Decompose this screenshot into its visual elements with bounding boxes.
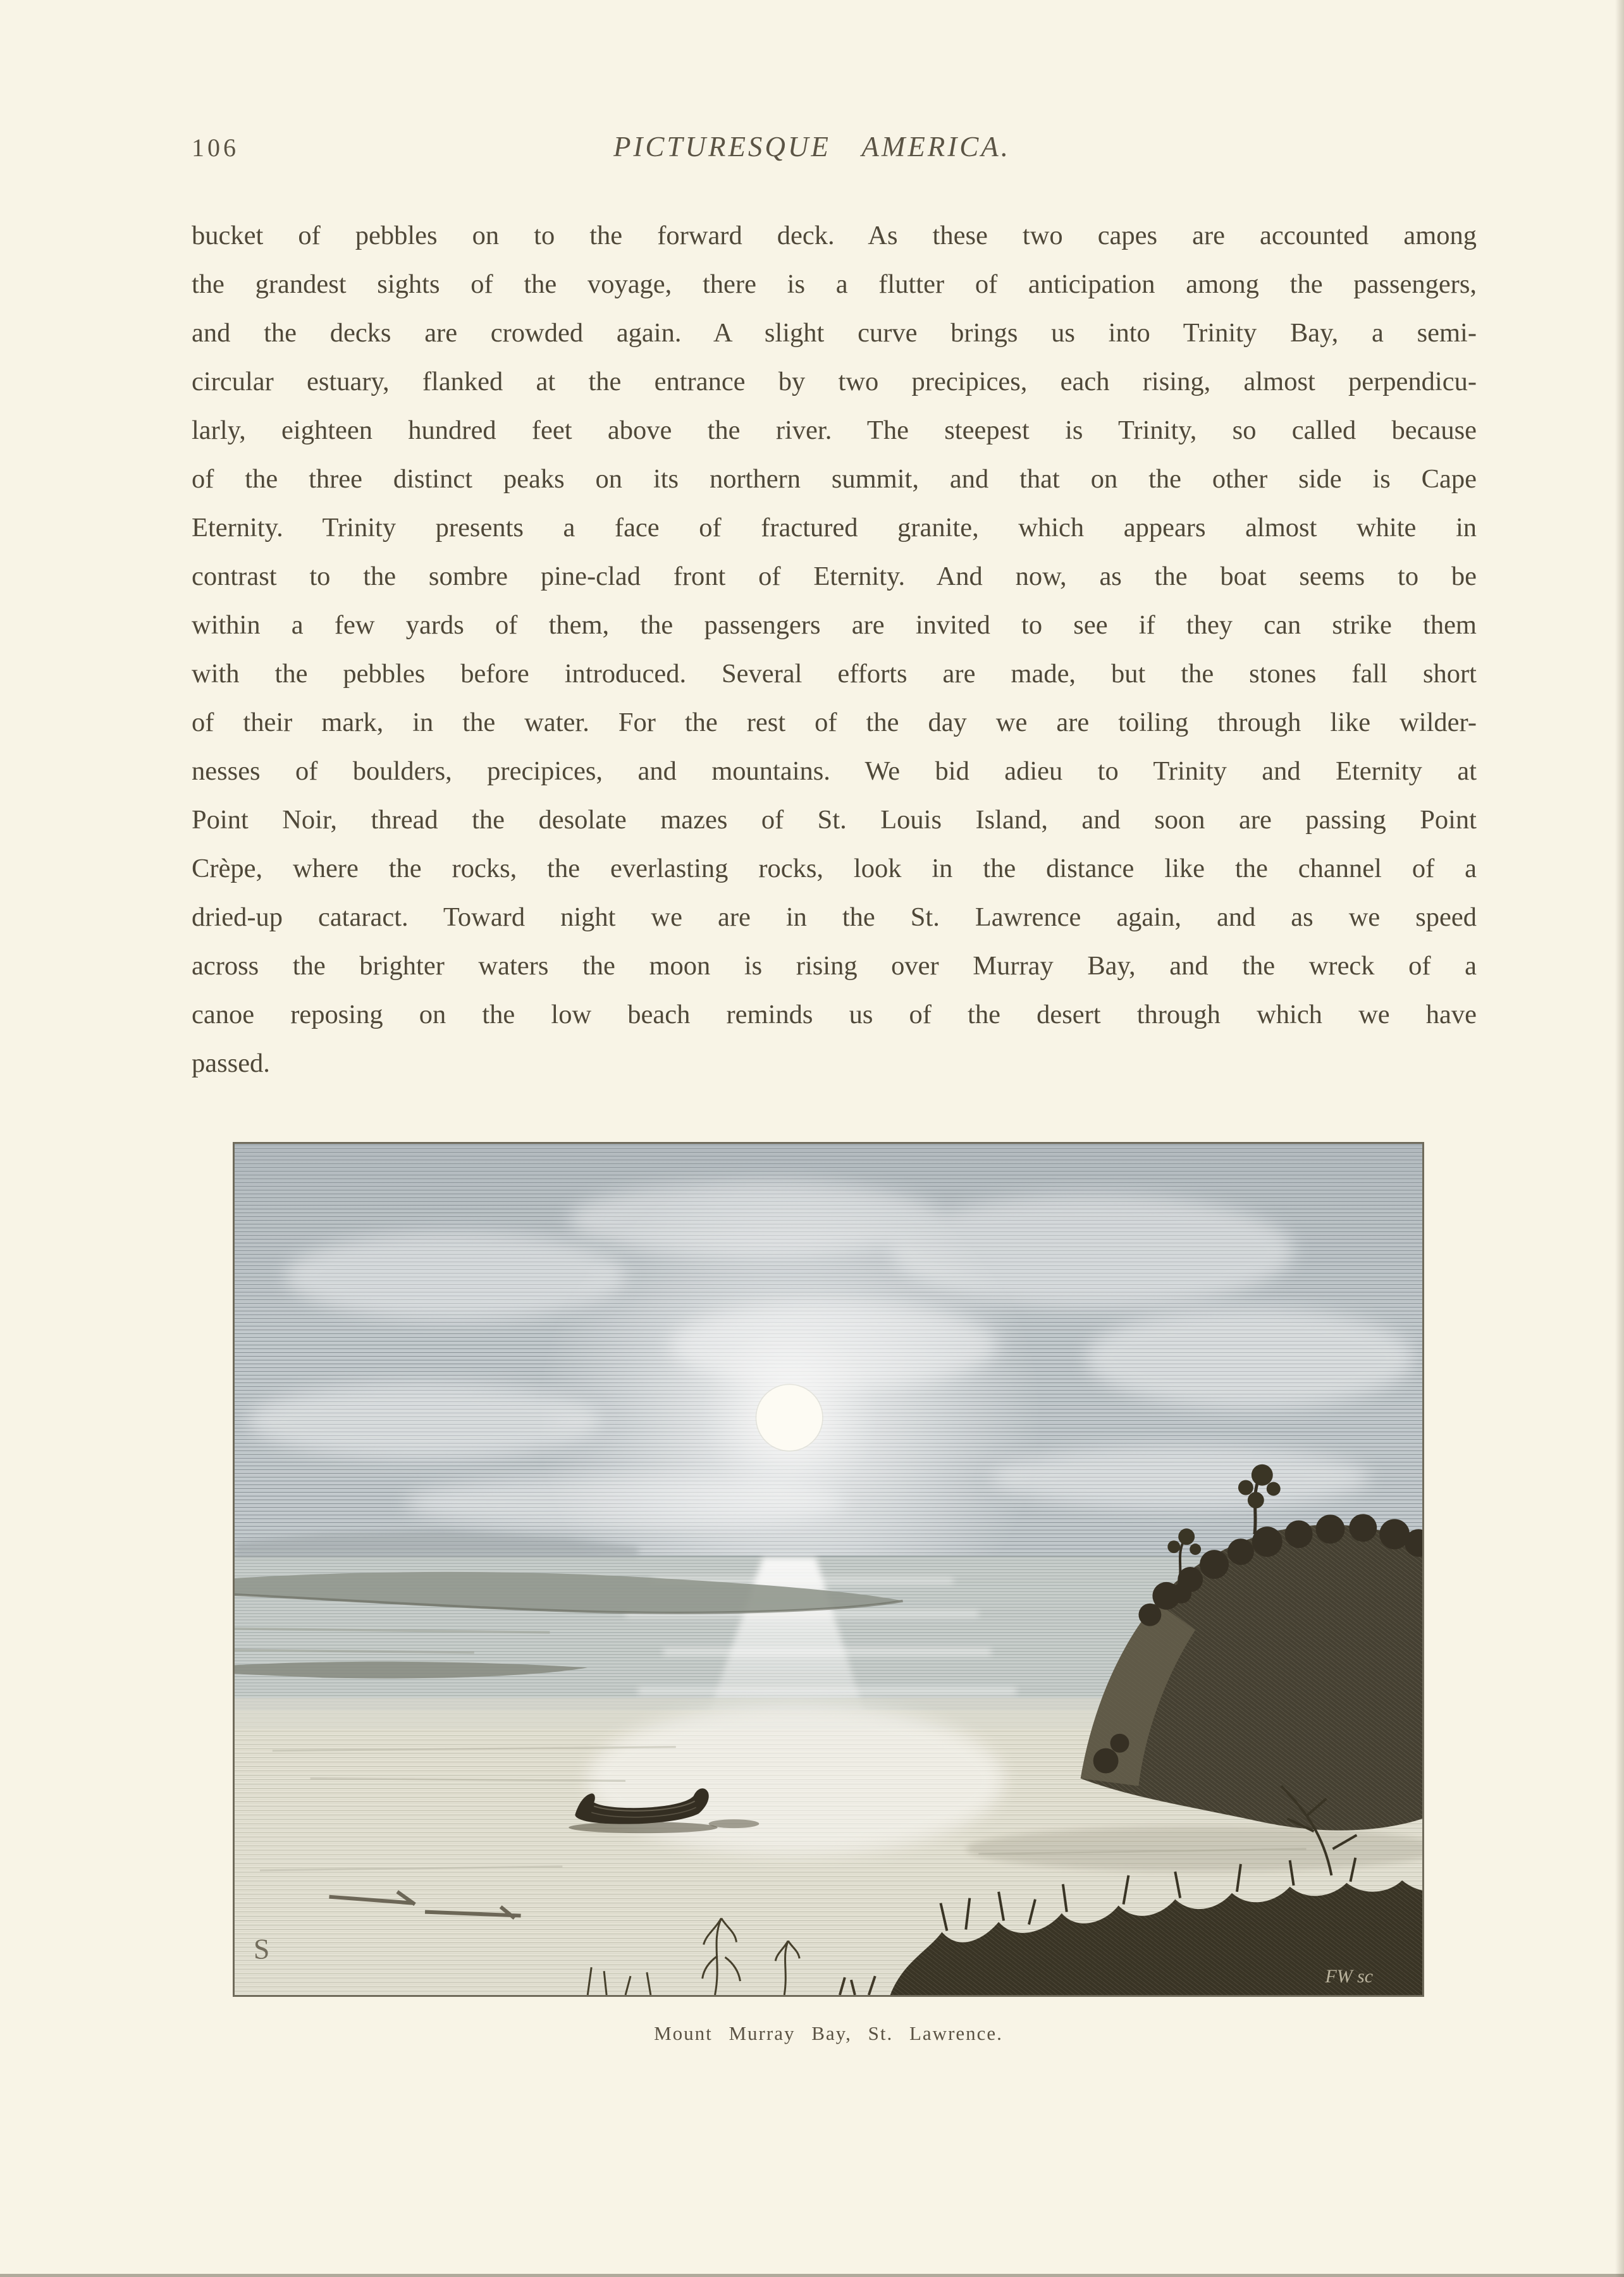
- text-line: bucket of pebbles on to the forward deck. As these two capes are accounted among: [192, 221, 1477, 250]
- text-line: of their mark, in the water. For the rest of the day we are toiling through like wilder-: [192, 708, 1477, 737]
- text-line: the grandest sights of the voyage, there is a flutter of anticipation among the passengers,: [192, 269, 1477, 299]
- engraver-monogram: S: [253, 1932, 270, 1965]
- text-line: larly, eighteen hundred feet above the river. The steepest is Trinity, so called because: [192, 415, 1477, 445]
- text-line: across the brighter waters the moon is rising over Murray Bay, and the wreck of a: [192, 951, 1477, 981]
- page-number: 106: [192, 133, 239, 162]
- text-line: and the decks are crowded again. A slight curve brings us into Trinity Bay, a semi-: [192, 318, 1477, 348]
- text-line: Eternity. Trinity presents a face of fractured granite, which appears almost white in: [192, 513, 1477, 543]
- running-title: PICTURESQUE AMERICA.: [613, 131, 1011, 163]
- engraving-canvas: [235, 1144, 1422, 1995]
- text-line: with the pebbles before introduced. Several efforts are made, but the stones fall short: [192, 659, 1477, 689]
- engraver-signature: FW sc: [1325, 1966, 1374, 1987]
- text-line: Point Noir, thread the desolate mazes of St. Louis Island, and soon are passing Point: [192, 805, 1477, 835]
- scan-edge-right: [1615, 0, 1624, 2277]
- text-line: canoe reposing on the low beach reminds us of the desert through which we have: [192, 1000, 1477, 1029]
- figure-caption: Mount Murray Bay, St. Lawrence.: [654, 2022, 1003, 2044]
- engraving-moonlit-bay: [233, 1142, 1424, 1997]
- text-line: contrast to the sombre pine-clad front of Eternity. And now, as the boat seems to be: [192, 562, 1477, 591]
- text-line: of the three distinct peaks on its northern summit, and that on the other side is Cape: [192, 464, 1477, 494]
- body-paragraph: [192, 211, 1477, 1088]
- text-line: Crèpe, where the rocks, the everlasting rocks, look in the distance like the channel of a: [192, 854, 1477, 883]
- text-line: dried-up cataract. Toward night we are in the St. Lawrence again, and as we speed: [192, 902, 1477, 932]
- scan-edge-bottom: [0, 2274, 1624, 2277]
- text-line: within a few yards of them, the passengers are invited to see if they can strike them: [192, 610, 1477, 640]
- text-line: nesses of boulders, precipices, and mountains. We bid adieu to Trinity and Eternity at: [192, 756, 1477, 786]
- text-line: circular estuary, flanked at the entrance by two precipices, each rising, almost perpendicu-: [192, 367, 1477, 396]
- text-line: passed.: [192, 1048, 270, 1078]
